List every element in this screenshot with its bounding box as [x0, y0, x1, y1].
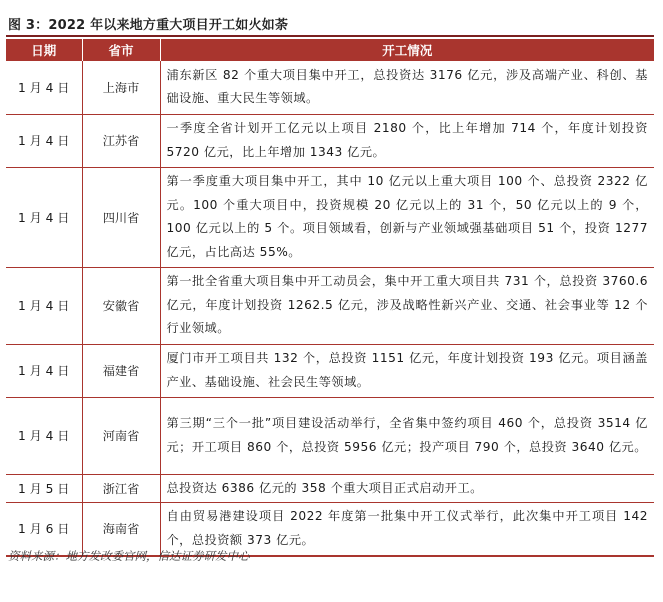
project-table [6, 39, 654, 557]
row-status: 自由贸易港建设项目 2022 年度第一批集中开工仪式举行，此次集中开工项目 142 个，总投资额 373 亿元。 [160, 503, 654, 556]
row-province: 河南省 [82, 397, 160, 474]
table-row [6, 61, 654, 114]
row-province: 四川省 [82, 167, 160, 267]
row-status: 一季度全省计划开工亿元以上项目 2180 个，比上年增加 714 个，年度计划投资 5720 亿元，比上年增加 1343 亿元。 [160, 114, 654, 167]
row-date: 1 月 5 日 [6, 474, 82, 503]
row-status: 厦门市开工项目共 132 个，总投资 1151 亿元，年度计划投资 193 亿元。项目涵盖产业、基础设施、社会民生等领域。 [160, 344, 654, 397]
row-date: 1 月 4 日 [6, 344, 82, 397]
row-province: 安徽省 [82, 267, 160, 344]
header-date: 日期 [6, 39, 82, 61]
row-province: 海南省 [82, 503, 160, 556]
row-province: 江苏省 [82, 114, 160, 167]
row-status: 第一批全省重大项目集中开工动员会，集中开工重大项目共 731 个，总投资 3760.6 亿元，年度计划投资 1262.5 亿元，涉及战略性新兴产业、交通、社会事业等 12 个行业领域。 [160, 267, 654, 344]
table-header-row [6, 39, 654, 61]
row-province: 上海市 [82, 61, 160, 114]
row-status: 浦东新区 82 个重大项目集中开工，总投资达 3176 亿元，涉及高端产业、科创、基础设施、重大民生等领域。 [160, 61, 654, 114]
row-status: 总投资达 6386 亿元的 358 个重大项目正式启动开工。 [160, 474, 654, 503]
header-province: 省市 [82, 39, 160, 61]
figure-title: 图 3：2022 年以来地方重大项目开工如火如荼 [8, 18, 289, 33]
row-date: 1 月 4 日 [6, 167, 82, 267]
table-row [6, 397, 654, 474]
table-row [6, 167, 654, 267]
row-date: 1 月 4 日 [6, 397, 82, 474]
row-province: 福建省 [82, 344, 160, 397]
title-divider [6, 35, 654, 37]
row-date: 1 月 4 日 [6, 267, 82, 344]
row-date: 1 月 4 日 [6, 114, 82, 167]
row-status: 第一季度重大项目集中开工，其中 10 亿元以上重大项目 100 个、总投资 2322 亿元。100 个重大项目中，投资规模 20 亿元以上的 31 个，50 亿元以上的 9 个，100 亿元以上的 5 个。项目领域看，创新与产业领域强基础项目 51 个，投资 1277 亿元，占比高达 55%。 [160, 167, 654, 267]
row-status: 第三期“三个一批”项目建设活动举行，全省集中签约项目 460 个，总投资 3514 亿元；开工项目 860 个，总投资 5956 亿元；投产项目 790 个，总投资 3640 亿元。 [160, 397, 654, 474]
row-date: 1 月 6 日 [6, 503, 82, 556]
row-province: 浙江省 [82, 474, 160, 503]
source-note: 资料来源：地方发改委官网，信达证券研发中心 [8, 549, 250, 563]
row-date: 1 月 4 日 [6, 61, 82, 114]
table-row [6, 344, 654, 397]
header-status: 开工情况 [160, 39, 654, 61]
table-row [6, 474, 654, 503]
table-row [6, 267, 654, 344]
table-row [6, 114, 654, 167]
